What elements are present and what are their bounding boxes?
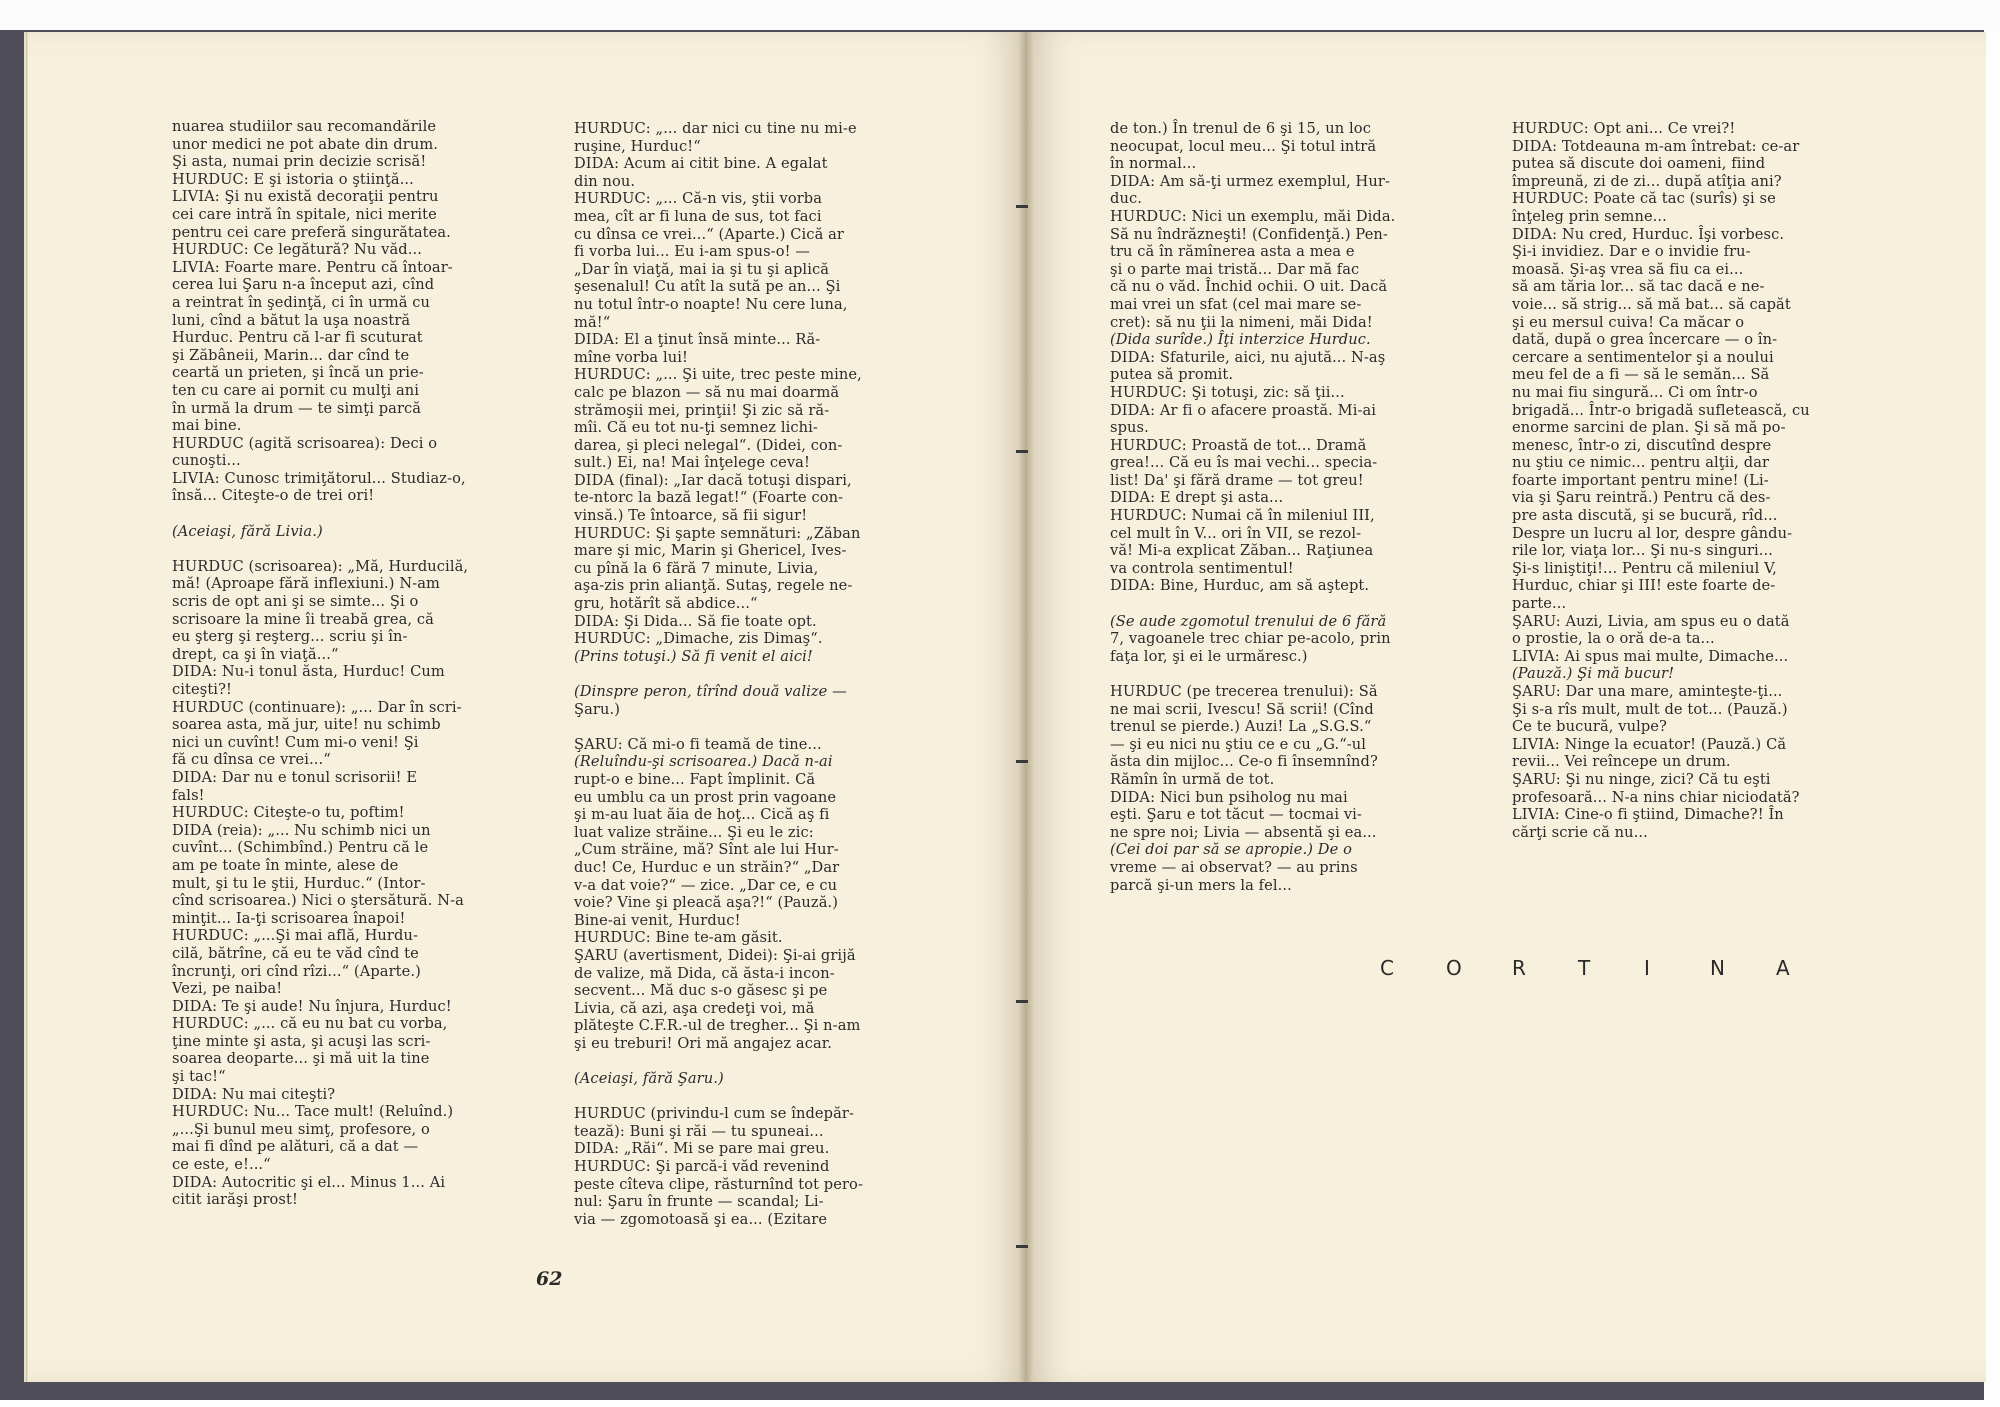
text-line: meu fel de a fi — să le semăn... Să [1512,366,1770,384]
text-line: DIDA: Am să-ţi urmez exemplul, Hur- [1110,172,1390,190]
closing-letter: A [1776,956,1790,980]
text-line [172,540,532,558]
text-line [574,718,934,736]
text-line: că nu o văd. Închid ochii. O uit. Dacă [1110,278,1388,296]
text-line: HURDUC (privindu-l cum se îndepăr- [574,1105,854,1123]
text-line: tru că în rămînerea asta a mea e [1110,243,1355,261]
text-line: list! Da' şi fără drame — tot greu! [1110,471,1364,489]
text-line: nu mai fiu singură... Ci om într-o [1512,383,1758,401]
text-line [574,1088,934,1106]
text-line: revii... Vei reîncepe un drum. [1512,753,1731,771]
text-line: DIDA: Nu cred, Hurduc. Îşi vorbesc. [1512,225,1785,243]
text-line: am pe toate în minte, alese de [172,856,399,874]
text-line: strămoşii mei, prinţii! Şi zic să ră- [574,401,830,419]
text-line: şi o parte mai tristă... Dar mă fac [1110,260,1360,278]
text-line: mai fi dînd pe alături, că a dat — [172,1138,419,1156]
text-line: plăteşte C.F.R.-ul de tregher... Şi n-am [574,1017,861,1035]
text-line: HURDUC: Nici un exemplu, măi Dida. [1110,207,1396,225]
text-line: nu ştiu ce nimic... pentru alţii, dar [1512,454,1770,472]
text-line: gru, hotărît să abdice...“ [574,595,758,613]
text-line: cînd scrisoarea.) Nici o ştersătură. N-a [172,892,464,910]
text-line: Hurduc. Pentru că l-ar fi scuturat [172,329,423,347]
text-line: Şaru.) [574,700,621,718]
binding-stitch [1016,760,1028,763]
text-line: minţit... Ia-ţi scrisoarea înapoi! [172,909,406,927]
text-line: HURDUC: Nu... Tace mult! (Reluînd.) [172,1103,454,1121]
text-line: cerea lui Şaru n-a început azi, cînd [172,276,435,294]
text-line: şi m-au luat ăia de hoţ... Cică aş fi [574,806,830,824]
text-line: Rămîn în urmă de tot. [1110,770,1275,788]
text-line: (Cei doi par să se apropie.) De o [1110,841,1352,859]
text-line: putea să discute doi oameni, fiind [1512,155,1766,173]
binding-stitch [1016,205,1028,208]
text-line: pentru cei care preferă singurătatea. [172,223,451,241]
text-line: Şi-s liniştiţi!... Pentru că mileniul V, [1512,559,1777,577]
text-line: în urmă la drum — te simţi parcă [172,399,422,417]
text-line: eu şterg şi reşterg... scriu şi în- [172,628,408,646]
text-line: însă... Citeşte-o de trei ori! [172,487,375,505]
binding-stitch [1016,1000,1028,1003]
text-line: (Pauză.) Şi mă bucur! [1512,665,1675,683]
text-line: Hurduc, chiar şi III! este foarte de- [1512,577,1776,595]
text-line: HURDUC: Bine te-am găsit. [574,929,783,947]
text-line: LIVIA: Ninge la ecuator! (Pauză.) Că [1512,735,1787,753]
text-line: eu umblu ca un prost prin vagoane [574,788,837,806]
text-line: LIVIA: Ai spus mai multe, Dimache... [1512,647,1789,665]
text-line: drept, ca şi în viaţă...“ [172,645,339,663]
closing-letter: R [1512,956,1526,980]
closing-letter: N [1710,956,1725,980]
text-line: (Se aude zgomotul trenului de 6 fără [1110,612,1387,630]
text-line: HURDUC: Opt ani... Ce vrei?! [1512,120,1736,137]
text-line: mea, cît ar fi luna de sus, tot faci [574,207,822,225]
text-line: fi vorba lui... Eu i-am spus-o! — [574,243,810,261]
text-line: ne spre noi; Livia — absentă şi ea... [1110,823,1377,841]
text-line: „Dar în viaţă, mai ia şi tu şi aplică [574,260,830,278]
text-line: foarte important pentru mine! (Li- [1512,471,1769,489]
text-line: să am tăria lor... să tac dacă e ne- [1512,278,1765,296]
text-line: mă!“ [574,313,611,331]
text-line: şesenalul! Cu atît la sută pe an... Şi [574,278,841,296]
text-line: ŞARU: Că mi-o fi teamă de tine... [574,735,822,753]
text-line: HURDUC (continuare): „... Dar în scri- [172,698,462,716]
text-line: o prostie, la o oră de-a ta... [1512,630,1715,648]
text-line: scrisoare la mine îi treabă grea, că [172,610,434,628]
text-line: secvent... Mă duc s-o găsesc şi pe [574,982,828,1000]
text-line: HURDUC: Şi parcă-i văd revenind [574,1158,830,1176]
text-line: mîi. Că eu tot nu-ţi semnez lichi- [574,419,818,437]
closing-letter: I [1644,956,1650,980]
text-line: nul: Şaru în frunte — scandal; Li- [574,1193,824,1211]
text-line: (Dida surîde.) Îţi interzice Hurduc. [1110,331,1371,349]
text-line: (Dinspre peron, tîrînd două valize — [574,683,847,700]
text-column-2 [574,120,934,1228]
text-line [574,1052,934,1070]
text-line [574,665,934,683]
text-line: ăsta din mijloc... Ce-o fi însemnînd? [1110,753,1378,771]
background-top [0,0,2000,30]
text-line: ŞARU: Dar una mare, aminteşte-ţi... [1512,683,1783,700]
text-line: ruşine, Hurduc!“ [574,137,701,155]
text-line: rupt-o e bine... Fapt împlinit. Că [574,770,816,788]
text-line: Ce te bucură, vulpe? [1512,718,1667,736]
text-line: cel mult în V... ori în VII, se rezol- [1110,524,1362,542]
text-line: (Prins totuşi.) Să fi venit el aici! [574,647,813,665]
text-line: HURDUC: „... dar nici cu tine nu mi-e [574,120,857,137]
text-line: HURDUC (pe trecerea trenului): Să [1110,683,1378,700]
text-line: cărţi scrie că nu... [1512,823,1648,841]
text-line: şi eu mersul cuiva! Ca măcar o [1512,313,1745,331]
text-line: va controla sentimentul! [1110,559,1294,577]
text-line: HURDUC: „...Şi mai află, Hurdu- [172,927,418,945]
text-line: ne mai scrii, Ivescu! Să scrii! (Cînd [1110,700,1374,718]
text-column-4 [1512,120,1872,841]
text-line: DIDA: Dar nu e tonul scrisorii! E [172,768,418,786]
text-line: (Reluîndu-şi scrisoarea.) Dacă n-ai [574,753,833,771]
text-line: HURDUC: „Dimache, zis Dimaş“. [574,630,823,648]
text-line: înţeleg prin semne... [1512,207,1667,225]
text-line: trenul se pierde.) Auzi! La „S.G.S.“ [1110,718,1372,736]
text-line: LIVIA: Şi nu există decoraţii pentru [172,188,439,206]
text-line: „...Şi bunul meu simţ, profesore, o [172,1120,430,1138]
text-line: pre asta discută, şi se bucură, rîd... [1512,507,1778,525]
text-line: ceartă un prieten, şi încă un prie- [172,364,424,382]
text-line: de ton.) În trenul de 6 şi 15, un loc [1110,120,1371,137]
text-line: duc! Ce, Hurduc e un străin?“ „Dar [574,858,840,876]
text-line: DIDA: Autocritic şi el... Minus 1... Ai [172,1173,446,1191]
text-line: rile lor, viaţa lor... Şi nu-s singuri... [1512,542,1774,560]
text-line: scris de opt ani şi se simte... Şi o [172,593,419,611]
text-line: DIDA (final): „Iar dacă totuşi dispari, [574,471,852,489]
text-line: împreună, zi de zi... după atîţia ani? [1512,172,1782,190]
text-line: unor medici ne pot abate din drum. [172,135,438,153]
text-line: DIDA: Acum ai citit bine. A egalat [574,155,828,173]
text-line: mă! (Aproape fără inflexiuni.) N-am [172,575,440,593]
text-line: — şi eu nici nu ştiu ce e cu „G.“-ul [1110,735,1367,753]
page-number: 62 [536,1268,563,1290]
text-line: HURDUC: „... că eu nu bat cu vorba, [172,1015,448,1033]
text-line: din nou. [574,172,636,190]
text-line: a reintrat în şedinţă, ci în urmă cu [172,293,431,311]
text-line [172,505,532,523]
text-line: cilă, bătrîne, că eu te văd cînd te [172,944,419,962]
text-line: cei care intră în spitale, nici merite [172,205,437,223]
text-line: duc. [1110,190,1142,208]
text-line: mai vrei un sfat (cel mai mare se- [1110,295,1362,313]
text-line: DIDA: Sfaturile, aici, nu ajută... N-aş [1110,348,1386,366]
text-line: cu pînă la 6 fără 7 minute, Livia, [574,559,819,577]
text-line: nu totul într-o noapte! Nu cere luna, [574,295,848,313]
text-line: ŞARU (avertisment, Didei): Şi-ai grijă [574,946,856,964]
text-line: DIDA (reia): „... Nu schimb nici un [172,821,431,839]
text-line: ŞARU: Auzi, Livia, am spus eu o dată [1512,612,1790,630]
text-line: parcă şi-un mers la fel... [1110,876,1292,894]
text-line: în normal... [1110,155,1197,173]
text-line: ten cu care ai pornit cu mulţi ani [172,381,420,399]
text-line: şi tac!“ [172,1068,226,1086]
text-line: DIDA: Şi Dida... Să fie toate opt. [574,612,817,630]
text-line: profesoară... N-a nins chiar niciodată? [1512,788,1800,806]
text-line: nici un cuvînt! Cum mi-o veni! Şi [172,733,419,751]
text-line: DIDA: „Răi“. Mi se pare mai greu. [574,1140,830,1158]
text-line: mîne vorba lui! [574,348,688,366]
text-line: Şi s-a rîs mult, mult de tot... (Pauză.) [1512,700,1788,718]
text-line: mult, şi tu le ştii, Hurduc.“ (Intor- [172,874,426,892]
text-line: brigadă... Într-o brigadă sufletească, cu [1512,401,1810,419]
text-line: peste cîteva clipe, răsturnînd tot pero- [574,1175,863,1193]
text-line: vinsă.) Te întoarce, să fii sigur! [574,507,808,525]
text-line: calc pe blazon — să nu mai doarmă [574,383,840,401]
text-line: Vezi, pe naiba! [172,980,283,998]
text-line: HURDUC: Ce legătură? Nu văd... [172,241,422,259]
text-line: HURDUC: Citeşte-o tu, poftim! [172,804,405,822]
text-line: parte... [1512,595,1567,613]
text-line: HURDUC: Poate că tac (surîs) şi se [1512,190,1776,208]
text-line [1110,665,1470,683]
text-line: HURDUC: Proastă de tot... Dramă [1110,436,1367,454]
text-line: cuvînt... (Schimbînd.) Pentru că le [172,839,429,857]
text-line: dată, după o grea încercare — o în- [1512,331,1778,349]
text-line: Livia, că azi, aşa credeţi voi, mă [574,999,815,1017]
text-line: moasă. Şi-aş vrea să fiu ca ei... [1512,260,1744,278]
text-line: ţine minte şi asta, şi acuşi las scri- [172,1032,431,1050]
text-line: via — zgomotoasă şi ea... (Ezitare [574,1210,828,1228]
text-line: mare şi mic, Marin şi Ghericel, Ives- [574,542,847,560]
text-line: de valize, mă Dida, că ăsta-i incon- [574,964,835,982]
text-line: voie... să strig... să mă bat... să capăt [1512,295,1791,313]
text-line: neocupat, locul meu... Şi totul intră [1110,137,1377,155]
text-line: soarea asta, mă jur, uite! nu schimb [172,716,441,734]
text-line: LIVIA: Cine-o fi ştiind, Dimache?! În [1512,806,1784,824]
text-line: DIDA: Te şi aude! Nu înjura, Hurduc! [172,997,452,1015]
text-line: HURDUC: Numai că în mileniul III, [1110,507,1375,525]
text-line: faţa lor, şi ei le urmăresc.) [1110,647,1308,665]
text-line: vreme — ai observat? — au prins [1110,858,1358,876]
text-line: încrunţi, ori cînd rîzi...“ (Aparte.) [172,962,421,980]
text-line: DIDA: Nici bun psiholog nu mai [1110,788,1348,806]
text-line: menesc, într-o zi, discutînd despre [1512,436,1772,454]
text-line: LIVIA: Cunosc trimiţătorul... Studiaz-o, [172,469,466,487]
text-line: cu dînsa ce vrei...“ (Aparte.) Cică ar [574,225,844,243]
closing-letter: O [1446,956,1462,980]
text-line: aşa-zis prin alianţă. Sutaş, regele ne- [574,577,853,595]
text-line: cercare a sentimentelor şi a noului [1512,348,1774,366]
text-line: voie? Vine şi pleacă aşa?!“ (Pauză.) [574,894,839,912]
text-line: cunoşti... [172,452,241,470]
text-line [1110,595,1470,613]
binding-stitch [1016,1245,1028,1248]
text-line: DIDA: E drept şi asta... [1110,489,1284,507]
binding-stitch [1016,450,1028,453]
text-line: eşti. Şaru e tot tăcut — tocmai vi- [1110,806,1362,824]
text-line: tează): Buni şi răi — tu spuneai... [574,1122,824,1140]
text-line: HURDUC: „... Şi uite, trec peste mine, [574,366,862,384]
text-line: Despre un lucru al lor, despre gându- [1512,524,1793,542]
text-line: HURDUC (agită scrisoarea): Deci o [172,434,438,452]
text-line: DIDA: Nu-i tonul ăsta, Hurduc! Cum [172,663,445,681]
text-line: şi Zăbâneii, Marin... dar cînd te [172,346,410,364]
text-line: citit iarăşi prost! [172,1191,298,1209]
text-column-3 [1110,120,1470,894]
text-line: sult.) Ei, na! Mai înţelege ceva! [574,454,810,472]
text-line: soarea deoparte... şi mă uit la tine [172,1050,430,1068]
text-line: nuarea studiilor sau recomandările [172,118,437,135]
text-line: fă cu dînsa ce vrei...“ [172,751,331,769]
text-line: (Aceiaşi, fără Livia.) [172,522,323,540]
text-line: Şi asta, numai prin decizie scrisă! [172,153,427,171]
text-line: luni, cînd a bătut la uşa noastră [172,311,411,329]
text-line: „Cum străine, mă? Sînt ale lui Hur- [574,841,839,859]
text-line: HURDUC: „... Că-n vis, ştii vorba [574,190,823,208]
text-line: spus. [1110,419,1149,437]
text-line: HURDUC: Şi totuşi, zic: să ţii... [1110,383,1345,401]
text-line: luat valize străine... Şi eu le zic: [574,823,814,841]
book-spine [1019,32,1033,1382]
text-line: DIDA: Bine, Hurduc, am să aştept. [1110,577,1370,595]
text-line: putea să promit. [1110,366,1234,384]
text-line: HURDUC: E şi istoria o ştiinţă... [172,170,414,188]
text-line: şi eu treburi! Ori mă angajez acar. [574,1034,832,1052]
text-line: DIDA: Nu mai citeşti? [172,1085,336,1103]
text-line: mai bine. [172,417,242,435]
closing-letter: C [1380,956,1394,980]
closing-letter: T [1578,956,1591,980]
text-line: ŞARU: Şi nu ninge, zici? Că tu eşti [1512,770,1771,788]
text-line: vă! Mi-a explicat Zăban... Raţiunea [1110,542,1374,560]
text-column-1 [172,118,532,1209]
text-line: enorme sarcini de plan. Şi să mă po- [1512,419,1786,437]
text-line: grea!... Că eu îs mai vechi... specia- [1110,454,1378,472]
text-line: HURDUC (scrisoarea): „Mă, Hurducilă, [172,557,469,575]
text-line: cret): să nu ţii la nimeni, măi Dida! [1110,313,1373,331]
text-line: LIVIA: Foarte mare. Pentru că întoar- [172,258,453,276]
text-line: Bine-ai venit, Hurduc! [574,911,741,929]
text-line: HURDUC: Şi şapte semnături: „Zăban [574,524,861,542]
text-line: 7, vagoanele trec chiar pe-acolo, prin [1110,630,1391,648]
text-line: darea, şi pleci nelegal“. (Didei, con- [574,436,843,454]
text-line: DIDA: Totdeauna m-am întrebat: ce-ar [1512,137,1800,155]
text-line: citeşti?! [172,681,232,698]
text-line: via şi Şaru reintră.) Pentru că des- [1512,489,1771,507]
closing-word [1380,956,1842,980]
text-line: DIDA: El a ţinut însă minte... Ră- [574,331,821,349]
text-line: ce este, e!...“ [172,1156,271,1174]
text-line: v-a dat voie?“ — zice. „Dar ce, e cu [574,876,838,894]
text-line: te-ntorc la bază legat!“ (Foarte con- [574,489,844,507]
text-line: Să nu îndrăzneşti! (Confidenţă.) Pen- [1110,225,1388,243]
text-line: fals! [172,786,205,804]
text-line: DIDA: Ar fi o afacere proastă. Mi-ai [1110,401,1377,419]
text-line: (Aceiaşi, fără Şaru.) [574,1070,724,1088]
text-line: Şi-i invidiez. Dar e o invidie fru- [1512,243,1751,261]
